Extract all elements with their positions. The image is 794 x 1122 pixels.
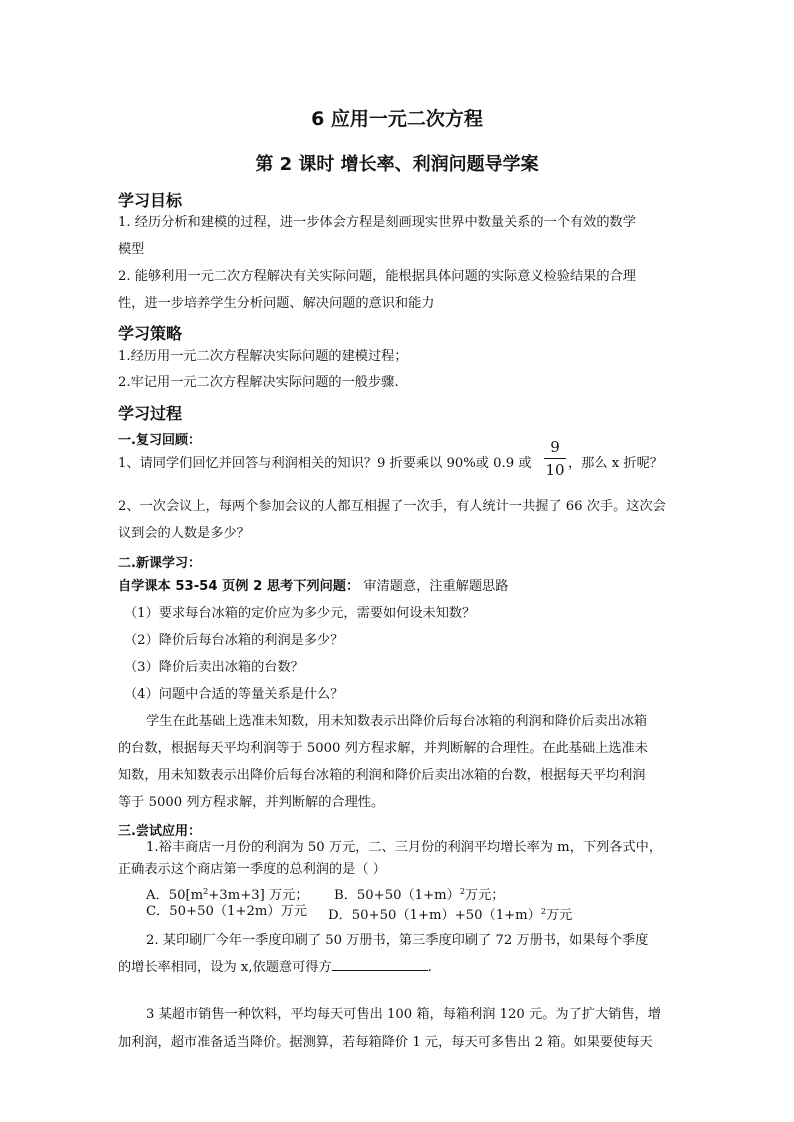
problem-2-line-1: 2. 某印刷厂今年一季度印刷了 50 万册书，第三季度印刷了 72 万册书，如果每个季度 xyxy=(146,933,649,948)
problem-1-line-2: 正确表示这个商店第一季度的总利润的是（ ） xyxy=(118,862,386,877)
problem-2-line-2 xyxy=(118,958,432,977)
fraction-denominator: 10 xyxy=(545,461,565,479)
option-b-part-1: B．50+50（1+m） xyxy=(334,888,460,903)
problem-3-line-1: 3 某超市销售一种饮料，平均每天可售出 100 箱，每箱利润 120 元。为了扩大销售，增 xyxy=(146,1007,661,1022)
problem-2-line-2-text: 的增长率相同，设为 x,依题意可得方 xyxy=(118,960,332,975)
option-b-part-2: 万元； xyxy=(464,888,505,903)
fraction-bar xyxy=(544,458,566,459)
goal-1-line-2: 模型 xyxy=(118,242,145,257)
option-a-part-2: +3m+3] 万元； xyxy=(208,888,309,903)
problem-3-line-2: 加利润，超市准备适当降价。据测算，若每箱降价 1 元，每天可多售出 2 箱。如果要使每天 xyxy=(118,1035,653,1050)
self-study-rest: 审清题意，注重解题思路 xyxy=(359,579,509,594)
new-lesson-heading: 二.新课学习： xyxy=(118,556,201,571)
explanation-line-2: 的台数，根据每天平均利润等于 5000 列方程求解，并判断解的合理性。在此基础上选准未 xyxy=(118,741,648,756)
fraction-numerator: 9 xyxy=(550,438,560,456)
review-heading: 一.复习回顾： xyxy=(118,433,201,448)
option-c: C．50+50（1+2m）万元 xyxy=(146,904,307,919)
explanation-line-4: 等于 5000 列方程求解，并判断解的合理性。 xyxy=(118,795,385,810)
option-a xyxy=(146,883,309,905)
explanation-line-3: 知数，用未知数表示出降价后每台冰箱的利润和降价后卖出冰箱的台数，根据每天平均利润 xyxy=(118,768,646,783)
strategy-heading: 学习策略 xyxy=(118,324,183,343)
problem-2-period: . xyxy=(427,960,432,975)
option-d xyxy=(328,903,572,925)
strategy-item-2: 2.牢记用一元二次方程解决实际问题的一般步骤. xyxy=(118,375,399,390)
review-question-1 xyxy=(118,455,532,473)
study-question-2: （2）降价后每台冰箱的利润是多少？ xyxy=(124,633,344,648)
goal-2-line-2: 性，进一步培养学生分析问题、解决问题的意识和能力 xyxy=(118,296,435,311)
self-study-bold: 自学课本 53-54 页例 2 思考下列问题： xyxy=(118,579,360,594)
fraction-nine-tenths xyxy=(544,438,566,479)
goal-1-line-1: 1. 经历分析和建模的过程，进一步体会方程是刻画现实世界中数量关系的一个有效的数学 xyxy=(118,215,636,230)
option-d-exponent: 2 xyxy=(540,907,546,916)
review-question-2-line-1: 2、一次会议上，每两个参加会议的人都互相握了一次手，有人统计一共握了 66 次手。这次会 xyxy=(118,499,666,514)
strategy-item-1: 1.经历用一元二次方程解决实际问题的建模过程； xyxy=(118,349,408,364)
process-heading: 学习过程 xyxy=(118,404,183,423)
document-subtitle: 第 2 课时 增长率、利润问题导学案 xyxy=(255,154,539,175)
option-d-part-2: 万元 xyxy=(545,908,573,923)
study-question-1: （1）要求每台冰箱的定价应为多少元，需要如何设未知数？ xyxy=(124,606,476,621)
document-title: 6 应用一元二次方程 xyxy=(311,108,483,130)
answer-blank[interactable] xyxy=(332,958,428,971)
study-question-4: （4）问题中合适的等量关系是什么？ xyxy=(124,687,344,702)
option-a-part-1: A．50[m xyxy=(146,888,204,903)
goal-2-line-1: 2. 能够利用一元二次方程解决有关实际问题，能根据具体问题的实际意义检验结果的合理 xyxy=(118,269,636,284)
review-question-1-tail: ，那么 x 折呢？ xyxy=(568,456,663,471)
option-d-part-1: D．50+50（1+m）+50（1+m） xyxy=(328,908,541,923)
try-heading: 三.尝试应用： xyxy=(118,824,201,839)
explanation-line-1: 学生在此基础上选准未知数，用未知数表示出降价后每台冰箱的利润和降价后卖出冰箱 xyxy=(146,714,648,729)
option-b-exponent: 2 xyxy=(459,887,465,896)
goals-heading: 学习目标 xyxy=(118,191,183,210)
option-b xyxy=(334,883,504,905)
review-question-2-line-2: 议到会的人数是多少？ xyxy=(118,526,250,541)
review-question-1-text: 1、请同学们回忆并回答与利润相关的知识？9 折要乘以 90%或 0.9 或 xyxy=(118,456,532,471)
self-study-instruction xyxy=(118,578,508,596)
option-a-exponent: 2 xyxy=(203,887,209,896)
study-question-3: （3）降价后卖出冰箱的台数？ xyxy=(124,660,304,675)
problem-1-line-1: 1.裕丰商店一月份的利润为 50 万元，二、三月份的利润平均增长率为 m，下列各式中， xyxy=(146,840,663,855)
